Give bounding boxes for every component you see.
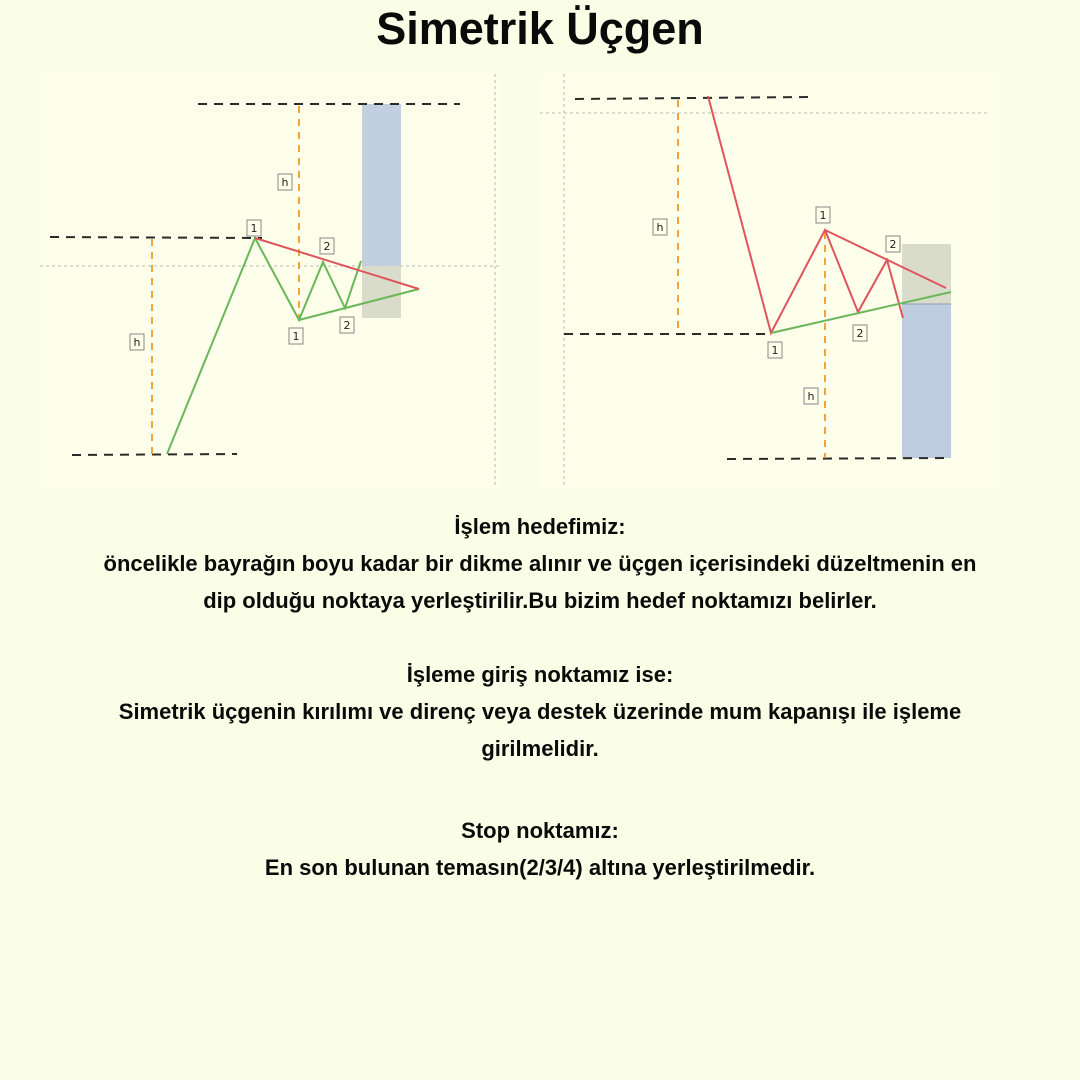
h-label-upper bbox=[653, 219, 667, 235]
target-box bbox=[902, 304, 951, 458]
base-level-line bbox=[72, 454, 237, 455]
point-2-bottom-label bbox=[853, 325, 867, 341]
point-2-top-label bbox=[886, 236, 900, 252]
h-label-lower bbox=[804, 388, 818, 404]
price-path bbox=[167, 238, 361, 454]
entry-section bbox=[0, 656, 1080, 767]
svg-text:h: h bbox=[133, 336, 141, 349]
svg-text:1: 1 bbox=[819, 209, 827, 222]
stop-text-line-1: En son bulunan temasın(2/3/4) altına yerleştirilmedir. bbox=[264, 855, 816, 880]
page-title: Simetrik Üçgen bbox=[376, 3, 704, 54]
svg-text:h: h bbox=[656, 221, 664, 234]
svg-text:1: 1 bbox=[250, 222, 258, 235]
h-label-upper bbox=[278, 174, 292, 190]
bearish-triangle-diagram bbox=[540, 74, 1000, 488]
top-level-line bbox=[575, 97, 808, 99]
point-2-top-label bbox=[320, 238, 334, 254]
point-2-bottom-label bbox=[340, 317, 354, 333]
point-1-bottom-label bbox=[289, 328, 303, 344]
bearish-triangle-svg bbox=[540, 74, 1000, 488]
stop-section bbox=[0, 812, 1080, 886]
point-1-top-label bbox=[816, 207, 830, 223]
svg-text:2: 2 bbox=[343, 319, 351, 332]
svg-text:h: h bbox=[807, 390, 815, 403]
bullish-triangle-diagram bbox=[40, 74, 500, 488]
point-1-top-label bbox=[247, 220, 261, 236]
svg-text:h: h bbox=[281, 176, 289, 189]
svg-text:1: 1 bbox=[771, 344, 779, 357]
svg-text:2: 2 bbox=[323, 240, 331, 253]
entry-heading: İşleme giriş noktamız ise: bbox=[406, 662, 674, 687]
target-heading: İşlem hedefimiz: bbox=[454, 514, 626, 539]
target-text-line-2: dip olduğu noktaya yerleştirilir.Bu bizim hedef noktamızı belirler. bbox=[203, 588, 877, 613]
entry-text-line-1: Simetrik üçgenin kırılımı ve direnç veya destek üzerinde mum kapanışı ile işleme bbox=[118, 699, 962, 724]
bullish-triangle-svg bbox=[40, 74, 500, 488]
breakout-level-line bbox=[50, 237, 262, 238]
target-text-line-1: öncelikle bayrağın boyu kadar bir dikme alınır ve üçgen içerisindeki düzeltmenin en bbox=[103, 551, 977, 576]
svg-text:2: 2 bbox=[889, 238, 897, 251]
stop-heading: Stop noktamız: bbox=[461, 818, 619, 843]
svg-text:1: 1 bbox=[292, 330, 300, 343]
target-level-line bbox=[727, 458, 950, 459]
entry-text-line-2: girilmelidir. bbox=[481, 736, 599, 761]
price-path bbox=[708, 96, 903, 333]
point-1-bottom-label bbox=[768, 342, 782, 358]
svg-text:2: 2 bbox=[856, 327, 864, 340]
target-section bbox=[0, 508, 1080, 619]
h-label-lower bbox=[130, 334, 144, 350]
triangle-zone-box bbox=[902, 244, 951, 304]
